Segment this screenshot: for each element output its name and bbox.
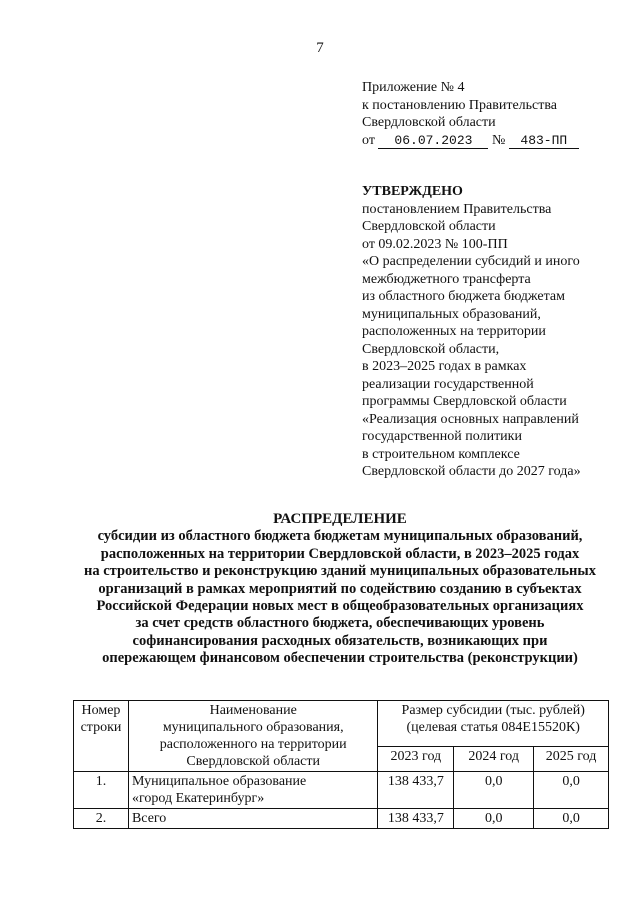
title-line: организаций в рамках мероприятий по содействию созданию в субъектах: [98, 580, 582, 597]
decree-number: 483-ПП: [509, 134, 579, 149]
header-subsidy: Размер субсидии (тыс. рублей) (целевая статья 084Е15520К): [378, 701, 609, 747]
approved-line: Свердловской области: [362, 219, 496, 234]
approved-heading: УТВЕРЖДЕНО: [362, 184, 463, 199]
approved-line: от 09.02.2023 № 100-ПП: [362, 236, 508, 252]
page-number: 7: [316, 40, 324, 56]
row-value-2023: 138 433,7: [378, 809, 454, 829]
approved-line: реализации государственной: [362, 376, 534, 392]
title-line: за счет средств областного бюджета, обеспечивающих уровень: [135, 615, 545, 632]
appendix-line: к постановлению Правительства: [362, 97, 558, 113]
number-prefix: №: [491, 132, 506, 148]
title-main: РАСПРЕДЕЛЕНИЕ: [273, 511, 407, 527]
approved-line: программы Свердловской области: [362, 394, 567, 409]
approved-line: расположенных на территории: [362, 324, 546, 339]
approved-line: постановлением Правительства: [362, 201, 552, 217]
title-line: на строительство и реконструкцию зданий муниципальных образовательных: [84, 563, 596, 580]
header-municipality: Наименование муниципального образования, расположенного на территории Свердловской области: [128, 701, 377, 772]
approved-line: «Реализация основных направлений: [362, 411, 579, 427]
row-value-2025: 0,0: [534, 772, 609, 809]
title-line: опережающем финансовом обеспечении строительства (реконструкции): [102, 650, 578, 667]
row-value-2023: 138 433,7: [378, 772, 454, 809]
table-row: [74, 772, 609, 809]
header-year-2025: 2025 год: [534, 747, 609, 772]
header-row-number: Номер строки: [74, 701, 129, 772]
appendix-date-line: [362, 132, 579, 150]
appendix-title: Приложение № 4: [362, 80, 465, 95]
approved-line: из областного бюджета бюджетам: [362, 289, 565, 304]
distribution-table: [73, 700, 609, 829]
row-number: 2.: [74, 809, 129, 829]
row-value-2024: 0,0: [454, 809, 534, 829]
row-municipality: Всего: [128, 809, 377, 829]
approved-line: в строительном комплексе: [362, 446, 520, 462]
approved-line: «О распределении субсидий и иного: [362, 254, 580, 269]
title-line: субсидии из областного бюджета бюджетам муниципальных образований,: [97, 528, 583, 545]
table-header-row: [74, 701, 609, 747]
approved-line: в 2023–2025 годах в рамках: [362, 359, 527, 374]
table-row-total: [74, 809, 609, 829]
document-title: [40, 511, 640, 668]
title-line: софинансирования расходных обязательств, возникающих при: [132, 632, 548, 649]
title-line: Российской Федерации новых мест в общеобразовательных организациях: [96, 598, 584, 615]
approved-line: межбюджетного трансферта: [362, 271, 531, 287]
date-prefix: от: [362, 132, 375, 148]
row-number: 1.: [74, 772, 129, 809]
appendix-line: Свердловской области: [362, 115, 496, 130]
decree-date: 06.07.2023: [378, 134, 488, 149]
appendix-block: [362, 79, 579, 149]
row-value-2025: 0,0: [534, 809, 609, 829]
header-year-2023: 2023 год: [378, 747, 454, 772]
approved-line: Свердловской области до 2027 года»: [362, 464, 581, 479]
header-year-2024: 2024 год: [454, 747, 534, 772]
row-value-2024: 0,0: [454, 772, 534, 809]
approved-line: государственной политики: [362, 429, 522, 444]
approved-line: муниципальных образований,: [362, 306, 541, 322]
approved-line: Свердловской области,: [362, 341, 500, 357]
row-municipality: Муниципальное образование «город Екатеринбург»: [128, 772, 377, 809]
approved-block: [362, 183, 581, 481]
title-line: расположенных на территории Свердловской области, в 2023–2025 годах: [100, 545, 580, 562]
